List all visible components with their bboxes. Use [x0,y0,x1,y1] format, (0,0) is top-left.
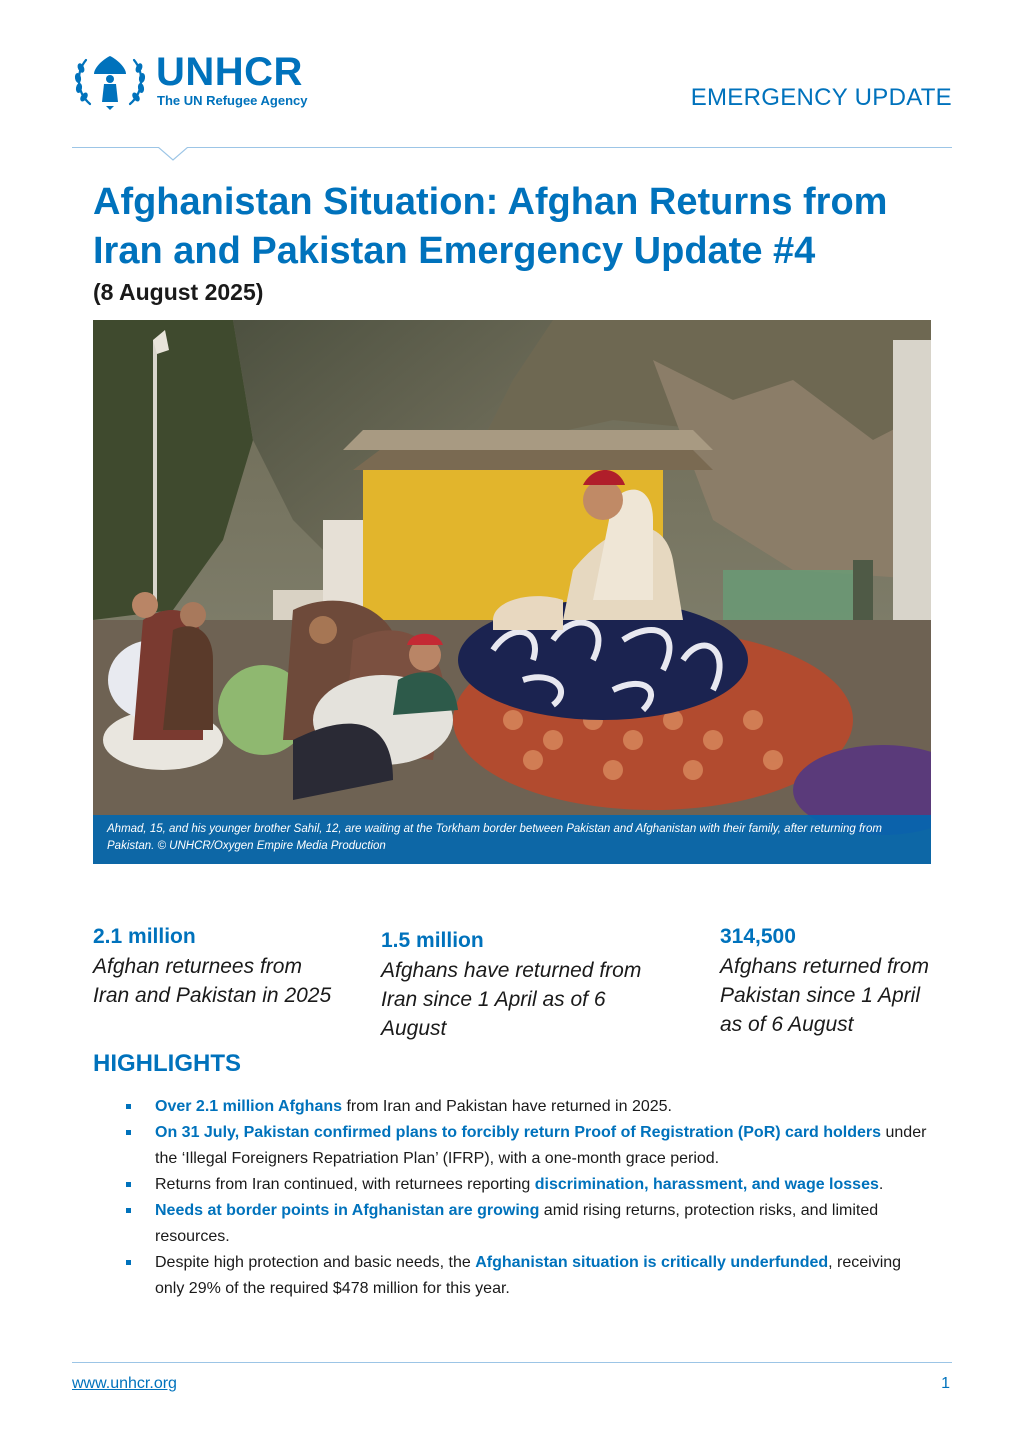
highlight-text: Despite high protection and basic needs, the [155,1254,476,1271]
page-number: 1 [941,1375,950,1392]
key-figure [720,922,945,1039]
highlight-text: Returns from Iran continued, with returnees reporting [155,1176,535,1193]
bullet-icon [126,1182,131,1187]
key-figure-description: Afghans returned from Pakistan since 1 April as of 6 August [720,955,929,1036]
key-figure-value: 1.5 million [381,929,484,952]
cover-photo-image [93,320,931,864]
logo-wordmark: UNHCR [156,50,303,94]
footer-divider [72,1362,952,1363]
key-figure [93,922,343,1010]
key-figure [381,926,666,1043]
highlight-text: from Iran and Pakistan have returned in 2025. [342,1098,672,1115]
bullet-icon [126,1208,131,1213]
highlight-text: amid rising returns, protection risks, and limited resources. [155,1202,879,1245]
key-figure-value: 2.1 million [93,925,196,948]
divider-notch-icon [158,147,188,161]
highlights-heading: HIGHLIGHTS [93,1050,241,1077]
highlight-text: under the ‘Illegal Foreigners Repatriation Plan’ (IFRP), with a one-month grace period. [155,1124,927,1167]
unhcr-emblem-icon [72,50,148,112]
highlight-emphasis: On 31 July, Pakistan confirmed plans to forcibly return Proof of Registration (PoR) card holders [155,1124,882,1141]
highlights-list [120,1094,932,1302]
bullet-icon [126,1104,131,1109]
highlight-item [120,1094,932,1120]
photo-caption: Ahmad, 15, and his younger brother Sahil, 12, are waiting at the Torkham border between Pakistan and Afghanistan with their family, after returning from Pakistan. © UNHCR/Oxygen Empire Media Production [93,815,931,864]
highlight-emphasis: Needs at border points in Afghanistan are growing [155,1202,540,1219]
highlight-emphasis: Over 2.1 million Afghans [155,1098,343,1115]
bullet-icon [126,1260,131,1265]
highlight-item [120,1250,932,1302]
logo-tagline: The UN Refugee Agency [157,93,308,108]
highlight-text: . [878,1176,884,1193]
highlight-emphasis: discrimination, harassment, and wage losses [534,1176,879,1193]
key-figure-description: Afghan returnees from Iran and Pakistan in 2025 [93,955,332,1007]
cover-photo [93,320,931,864]
key-figure-value: 314,500 [720,925,796,948]
bullet-icon [126,1130,131,1135]
highlight-item [120,1198,932,1250]
page-title: Afghanistan Situation: Afghan Returns from Iran and Pakistan Emergency Update #4 [93,181,888,272]
unhcr-logo [72,50,342,112]
header-divider [72,147,952,148]
document-type-label: EMERGENCY UPDATE [690,84,952,111]
highlight-text: , receiving only 29% of the required $478 million for this year. [155,1254,902,1297]
key-figure-description: Afghans have returned from Iran since 1 April as of 6 August [381,959,642,1040]
highlight-emphasis: Afghanistan situation is critically underfunded [475,1254,829,1271]
website-link[interactable]: www.unhcr.org [72,1375,177,1392]
highlight-item [120,1172,932,1198]
publication-date: (8 August 2025) [93,279,264,305]
highlight-item [120,1120,932,1172]
